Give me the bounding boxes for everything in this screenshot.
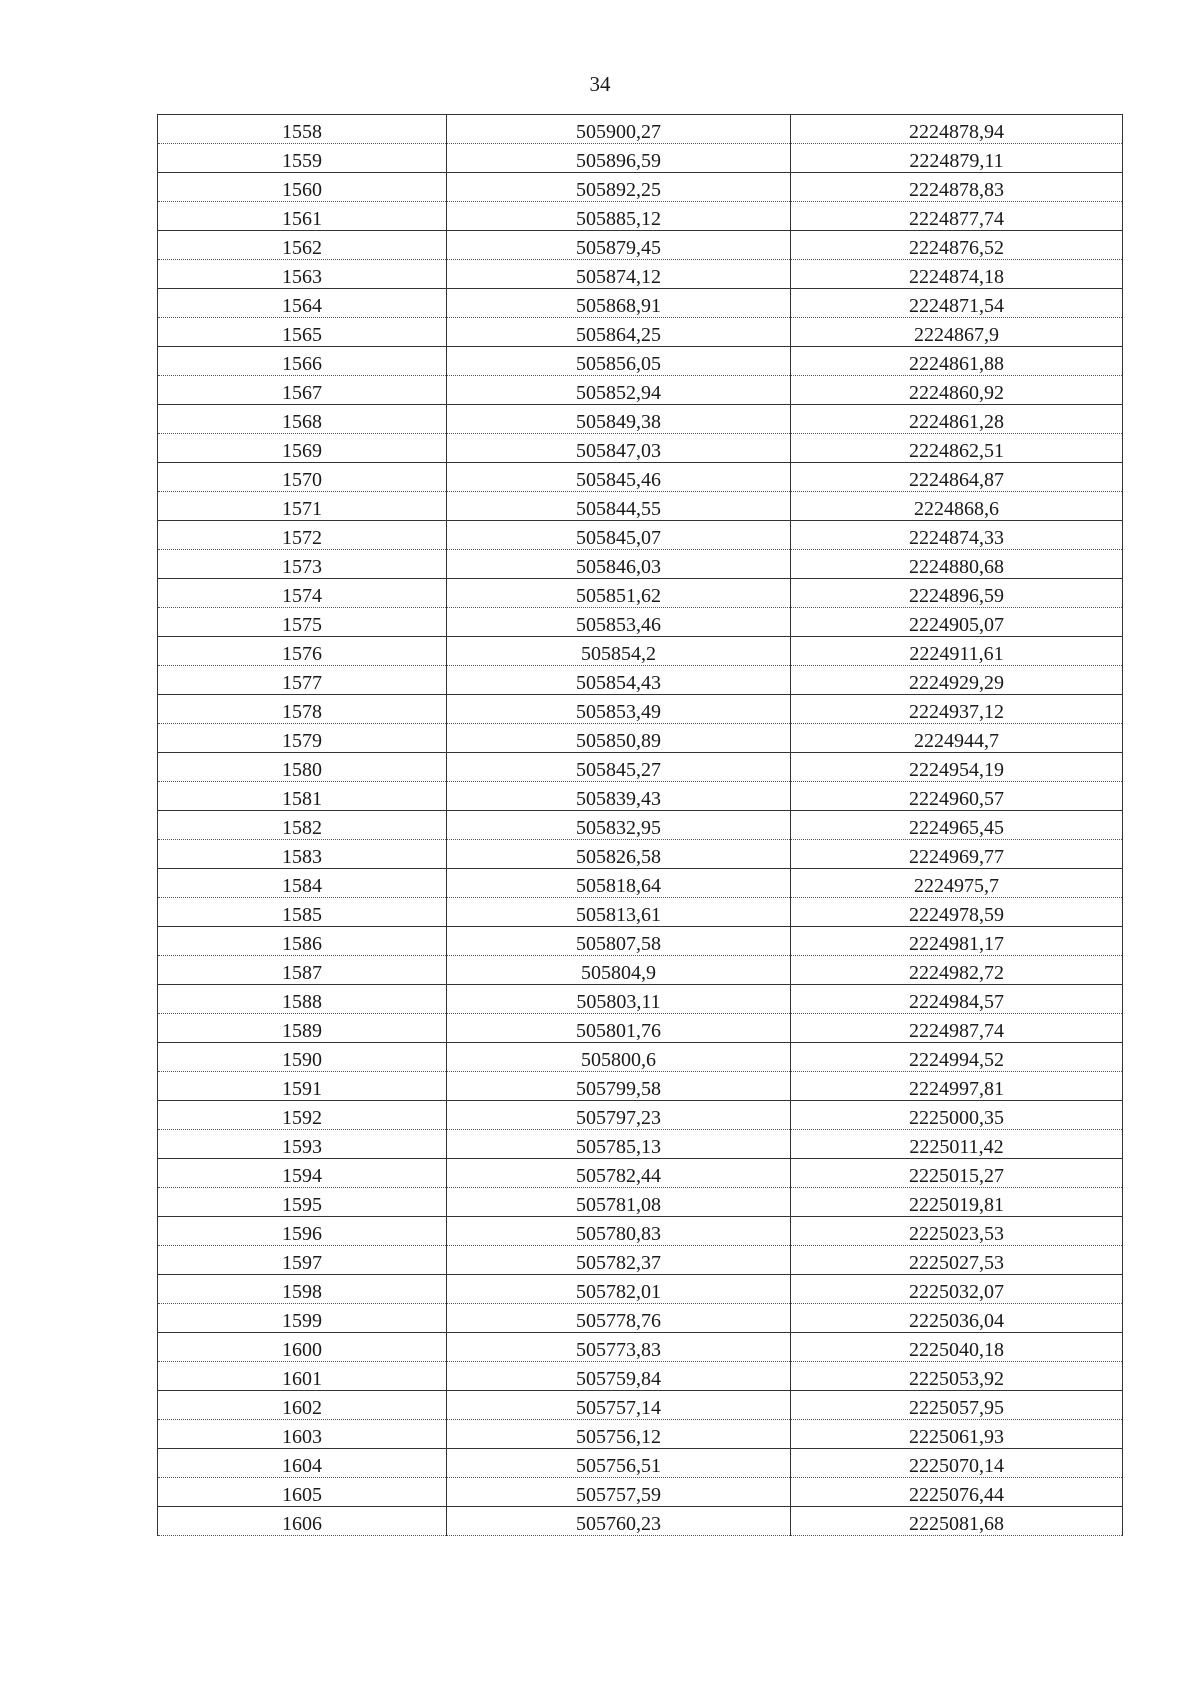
point-number-cell: 1595 [158,1188,447,1217]
y-coordinate-cell: 2225015,27 [791,1159,1123,1188]
x-coordinate-cell: 505847,03 [447,434,791,463]
y-coordinate-cell: 2224987,74 [791,1014,1123,1043]
point-number-cell: 1606 [158,1507,447,1536]
x-coordinate-cell: 505800,6 [447,1043,791,1072]
y-coordinate-cell: 2224960,57 [791,782,1123,811]
table-row [158,1420,1123,1449]
point-number-cell: 1587 [158,956,447,985]
table-row [158,637,1123,666]
point-number-cell: 1584 [158,869,447,898]
point-number-cell: 1566 [158,347,447,376]
x-coordinate-cell: 505900,27 [447,115,791,144]
point-number-cell: 1594 [158,1159,447,1188]
y-coordinate-cell: 2224911,61 [791,637,1123,666]
x-coordinate-cell: 505756,51 [447,1449,791,1478]
x-coordinate-cell: 505756,12 [447,1420,791,1449]
table-row [158,463,1123,492]
y-coordinate-cell: 2224878,94 [791,115,1123,144]
x-coordinate-cell: 505832,95 [447,811,791,840]
x-coordinate-cell: 505797,23 [447,1101,791,1130]
point-number-cell: 1598 [158,1275,447,1304]
x-coordinate-cell: 505799,58 [447,1072,791,1101]
table-row [158,579,1123,608]
y-coordinate-cell: 2224965,45 [791,811,1123,840]
y-coordinate-cell: 2224978,59 [791,898,1123,927]
y-coordinate-cell: 2224879,11 [791,144,1123,173]
y-coordinate-cell: 2225032,07 [791,1275,1123,1304]
table-row [158,1101,1123,1130]
table-row [158,521,1123,550]
table-row [158,1072,1123,1101]
table-row [158,115,1123,144]
table-row [158,811,1123,840]
table-row [158,1130,1123,1159]
x-coordinate-cell: 505845,27 [447,753,791,782]
table-row [158,840,1123,869]
x-coordinate-cell: 505818,64 [447,869,791,898]
x-coordinate-cell: 505803,11 [447,985,791,1014]
x-coordinate-cell: 505844,55 [447,492,791,521]
y-coordinate-cell: 2225019,81 [791,1188,1123,1217]
y-coordinate-cell: 2224896,59 [791,579,1123,608]
x-coordinate-cell: 505801,76 [447,1014,791,1043]
table-row [158,956,1123,985]
y-coordinate-cell: 2225057,95 [791,1391,1123,1420]
x-coordinate-cell: 505804,9 [447,956,791,985]
y-coordinate-cell: 2224880,68 [791,550,1123,579]
table-row [158,202,1123,231]
y-coordinate-cell: 2224861,88 [791,347,1123,376]
x-coordinate-cell: 505885,12 [447,202,791,231]
point-number-cell: 1575 [158,608,447,637]
table-row [158,1333,1123,1362]
table-row [158,666,1123,695]
x-coordinate-cell: 505785,13 [447,1130,791,1159]
table-row [158,405,1123,434]
point-number-cell: 1577 [158,666,447,695]
point-number-cell: 1591 [158,1072,447,1101]
point-number-cell: 1590 [158,1043,447,1072]
table-row [158,1304,1123,1333]
table-row [158,608,1123,637]
y-coordinate-cell: 2224994,52 [791,1043,1123,1072]
table-row [158,1449,1123,1478]
table-row [158,376,1123,405]
x-coordinate-cell: 505853,49 [447,695,791,724]
table-row [158,1159,1123,1188]
table-row [158,1275,1123,1304]
point-number-cell: 1563 [158,260,447,289]
y-coordinate-cell: 2224874,18 [791,260,1123,289]
x-coordinate-cell: 505850,89 [447,724,791,753]
table-row [158,144,1123,173]
table-row [158,695,1123,724]
x-coordinate-cell: 505782,44 [447,1159,791,1188]
y-coordinate-cell: 2224905,07 [791,608,1123,637]
table-row [158,231,1123,260]
point-number-cell: 1560 [158,173,447,202]
point-number-cell: 1570 [158,463,447,492]
point-number-cell: 1580 [158,753,447,782]
y-coordinate-cell: 2224984,57 [791,985,1123,1014]
table-row [158,869,1123,898]
coordinates-table [157,114,1123,1536]
y-coordinate-cell: 2224874,33 [791,521,1123,550]
point-number-cell: 1579 [158,724,447,753]
point-number-cell: 1568 [158,405,447,434]
table-row [158,724,1123,753]
y-coordinate-cell: 2225081,68 [791,1507,1123,1536]
point-number-cell: 1562 [158,231,447,260]
y-coordinate-cell: 2224864,87 [791,463,1123,492]
y-coordinate-cell: 2224871,54 [791,289,1123,318]
x-coordinate-cell: 505856,05 [447,347,791,376]
y-coordinate-cell: 2225036,04 [791,1304,1123,1333]
x-coordinate-cell: 505759,84 [447,1362,791,1391]
y-coordinate-cell: 2225040,18 [791,1333,1123,1362]
y-coordinate-cell: 2225023,53 [791,1217,1123,1246]
y-coordinate-cell: 2224861,28 [791,405,1123,434]
table-row [158,1043,1123,1072]
point-number-cell: 1596 [158,1217,447,1246]
y-coordinate-cell: 2224862,51 [791,434,1123,463]
table-row [158,260,1123,289]
table-row [158,753,1123,782]
y-coordinate-cell: 2225061,93 [791,1420,1123,1449]
point-number-cell: 1601 [158,1362,447,1391]
y-coordinate-cell: 2225070,14 [791,1449,1123,1478]
x-coordinate-cell: 505781,08 [447,1188,791,1217]
y-coordinate-cell: 2225000,35 [791,1101,1123,1130]
table-row [158,1188,1123,1217]
point-number-cell: 1567 [158,376,447,405]
point-number-cell: 1599 [158,1304,447,1333]
y-coordinate-cell: 2224944,7 [791,724,1123,753]
table-row [158,318,1123,347]
point-number-cell: 1582 [158,811,447,840]
y-coordinate-cell: 2224876,52 [791,231,1123,260]
table-row [158,347,1123,376]
table-row [158,898,1123,927]
y-coordinate-cell: 2224937,12 [791,695,1123,724]
point-number-cell: 1572 [158,521,447,550]
table-row [158,927,1123,956]
point-number-cell: 1565 [158,318,447,347]
x-coordinate-cell: 505757,14 [447,1391,791,1420]
point-number-cell: 1559 [158,144,447,173]
point-number-cell: 1561 [158,202,447,231]
x-coordinate-cell: 505845,46 [447,463,791,492]
x-coordinate-cell: 505854,43 [447,666,791,695]
point-number-cell: 1583 [158,840,447,869]
point-number-cell: 1588 [158,985,447,1014]
table-row [158,1014,1123,1043]
y-coordinate-cell: 2224929,29 [791,666,1123,695]
point-number-cell: 1593 [158,1130,447,1159]
table-row [158,1391,1123,1420]
table-row [158,550,1123,579]
point-number-cell: 1585 [158,898,447,927]
x-coordinate-cell: 505874,12 [447,260,791,289]
y-coordinate-cell: 2224878,83 [791,173,1123,202]
x-coordinate-cell: 505780,83 [447,1217,791,1246]
y-coordinate-cell: 2224997,81 [791,1072,1123,1101]
y-coordinate-cell: 2225027,53 [791,1246,1123,1275]
x-coordinate-cell: 505845,07 [447,521,791,550]
x-coordinate-cell: 505868,91 [447,289,791,318]
x-coordinate-cell: 505760,23 [447,1507,791,1536]
y-coordinate-cell: 2224954,19 [791,753,1123,782]
x-coordinate-cell: 505778,76 [447,1304,791,1333]
y-coordinate-cell: 2224867,9 [791,318,1123,347]
point-number-cell: 1558 [158,115,447,144]
y-coordinate-cell: 2224982,72 [791,956,1123,985]
point-number-cell: 1600 [158,1333,447,1362]
x-coordinate-cell: 505852,94 [447,376,791,405]
table-row [158,1246,1123,1275]
page-number: 34 [589,72,611,96]
y-coordinate-cell: 2224975,7 [791,869,1123,898]
point-number-cell: 1574 [158,579,447,608]
y-coordinate-cell: 2225076,44 [791,1478,1123,1507]
y-coordinate-cell: 2224868,6 [791,492,1123,521]
x-coordinate-cell: 505839,43 [447,782,791,811]
y-coordinate-cell: 2225053,92 [791,1362,1123,1391]
point-number-cell: 1603 [158,1420,447,1449]
point-number-cell: 1571 [158,492,447,521]
point-number-cell: 1569 [158,434,447,463]
x-coordinate-cell: 505782,37 [447,1246,791,1275]
y-coordinate-cell: 2224969,77 [791,840,1123,869]
x-coordinate-cell: 505846,03 [447,550,791,579]
x-coordinate-cell: 505807,58 [447,927,791,956]
table-row [158,1507,1123,1536]
x-coordinate-cell: 505896,59 [447,144,791,173]
table-row [158,1362,1123,1391]
x-coordinate-cell: 505851,62 [447,579,791,608]
x-coordinate-cell: 505757,59 [447,1478,791,1507]
table-row [158,173,1123,202]
point-number-cell: 1578 [158,695,447,724]
point-number-cell: 1573 [158,550,447,579]
x-coordinate-cell: 505826,58 [447,840,791,869]
coordinates-table-body [158,115,1123,1536]
point-number-cell: 1604 [158,1449,447,1478]
x-coordinate-cell: 505892,25 [447,173,791,202]
y-coordinate-cell: 2224860,92 [791,376,1123,405]
point-number-cell: 1581 [158,782,447,811]
table-row [158,985,1123,1014]
y-coordinate-cell: 2224877,74 [791,202,1123,231]
point-number-cell: 1586 [158,927,447,956]
table-row [158,434,1123,463]
point-number-cell: 1605 [158,1478,447,1507]
point-number-cell: 1576 [158,637,447,666]
point-number-cell: 1589 [158,1014,447,1043]
point-number-cell: 1592 [158,1101,447,1130]
point-number-cell: 1597 [158,1246,447,1275]
point-number-cell: 1602 [158,1391,447,1420]
y-coordinate-cell: 2224981,17 [791,927,1123,956]
table-row [158,492,1123,521]
table-row [158,1478,1123,1507]
table-row [158,1217,1123,1246]
x-coordinate-cell: 505879,45 [447,231,791,260]
x-coordinate-cell: 505813,61 [447,898,791,927]
x-coordinate-cell: 505849,38 [447,405,791,434]
x-coordinate-cell: 505854,2 [447,637,791,666]
x-coordinate-cell: 505782,01 [447,1275,791,1304]
table-row [158,289,1123,318]
point-number-cell: 1564 [158,289,447,318]
y-coordinate-cell: 2225011,42 [791,1130,1123,1159]
table-row [158,782,1123,811]
x-coordinate-cell: 505853,46 [447,608,791,637]
x-coordinate-cell: 505864,25 [447,318,791,347]
x-coordinate-cell: 505773,83 [447,1333,791,1362]
